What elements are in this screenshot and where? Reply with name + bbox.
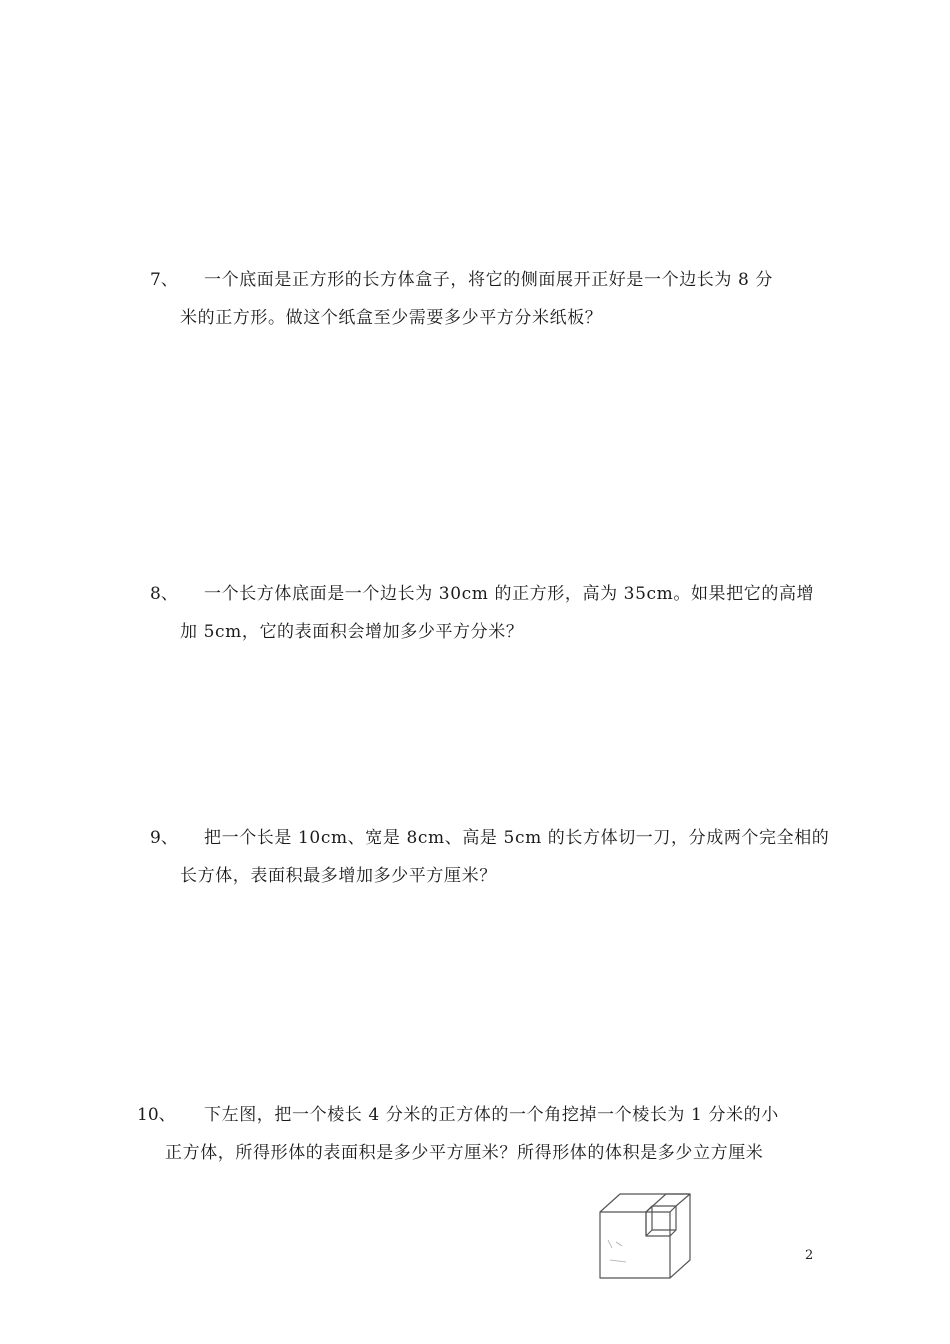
question-text-line-1: 一个长方体底面是一个边长为 30cm 的正方形，高为 35cm。如果把它的高增 bbox=[204, 584, 815, 604]
question-text-line-1: 把一个长是 10cm、宽是 8cm、高是 5cm 的长方体切一刀，分成两个完全相的 bbox=[204, 828, 830, 848]
question-number: 7、 bbox=[150, 270, 178, 290]
cube-with-corner-removed-icon bbox=[596, 1190, 692, 1282]
question-text-line-2: 加 5cm，它的表面积会增加多少平方分米？ bbox=[180, 622, 524, 642]
question-number: 9、 bbox=[150, 828, 178, 848]
question-text-line-1: 下左图，把一个棱长 4 分米的正方体的一个角挖掉一个棱长为 1 分米的小 bbox=[204, 1105, 779, 1125]
question-text-line-2: 米的正方形。做这个纸盒至少需要多少平方分米纸板？ bbox=[180, 308, 603, 328]
question-number: 8、 bbox=[150, 584, 178, 604]
question-number: 10、 bbox=[137, 1105, 176, 1125]
question-text-line-2: 正方体，所得形体的表面积是多少平方厘米？所得形体的体积是多少立方厘米 bbox=[165, 1143, 764, 1163]
page-number: 2 bbox=[805, 1248, 814, 1263]
question-text-line-2: 长方体，表面积最多增加多少平方厘米？ bbox=[180, 866, 497, 886]
question-text-line-1: 一个底面是正方形的长方体盒子，将它的侧面展开正好是一个边长为 8 分 bbox=[204, 270, 774, 290]
